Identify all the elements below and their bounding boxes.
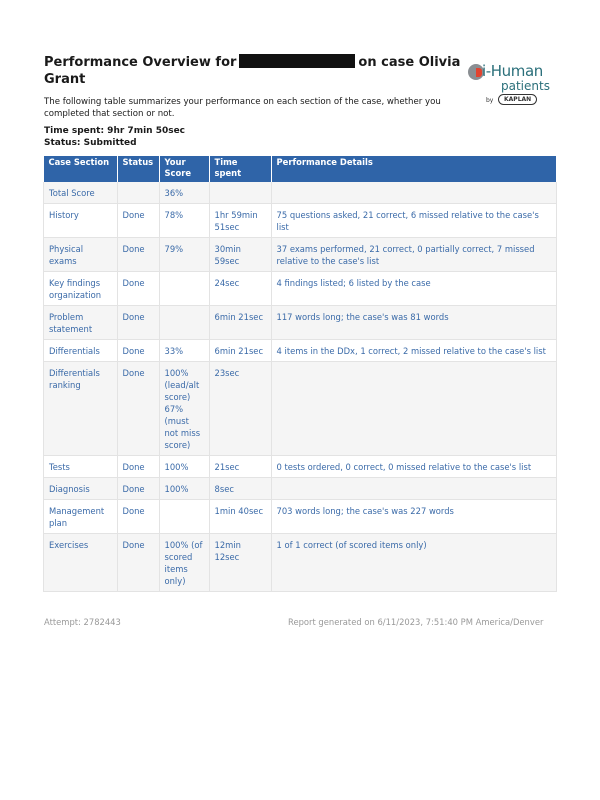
cell-time: 24sec [209,272,271,306]
cell-section: Tests [44,456,118,478]
cell-details [271,362,557,456]
cell-section: Exercises [44,534,118,592]
cell-score: 100% (of scored items only) [159,534,209,592]
cell-status: Done [117,272,159,306]
cell-details: 37 exams performed, 21 correct, 0 partially correct, 7 missed relative to the case's list [271,238,557,272]
cell-score [159,306,209,340]
time-spent: Time spent: 9hr 7min 50sec [44,126,186,136]
logo-by: by [486,97,494,104]
table-row [44,340,557,362]
cell-time: 8sec [209,478,271,500]
cell-details: 117 words long; the case's was 81 words [271,306,557,340]
cell-score: 33% [159,340,209,362]
cell-details: 4 items in the DDx, 1 correct, 2 missed relative to the case's list [271,340,557,362]
cell-score [159,272,209,306]
cell-status: Done [117,478,159,500]
ihuman-patients-logo [466,62,576,112]
cell-status: Done [117,456,159,478]
cell-details [271,478,557,500]
column-header: Performance Details [271,156,557,182]
cell-details: 75 questions asked, 21 correct, 6 missed relative to the case's list [271,204,557,238]
column-header: Status [117,156,159,182]
cell-status: Done [117,306,159,340]
redacted-name [239,54,355,68]
cell-status: Done [117,238,159,272]
cell-time: 6min 21sec [209,340,271,362]
column-header: Your Score [159,156,209,182]
cell-time: 23sec [209,362,271,456]
performance-table [43,156,557,592]
cell-status: Done [117,534,159,592]
cell-time: 12min 12sec [209,534,271,592]
cell-section: Key findings organization [44,272,118,306]
table-row [44,500,557,534]
cell-score: 100% [159,478,209,500]
table-row [44,478,557,500]
cell-time: 21sec [209,456,271,478]
cell-status: Done [117,204,159,238]
logo-word: i-Human [482,62,543,80]
page-title [44,54,464,88]
cell-details: 1 of 1 correct (of scored items only) [271,534,557,592]
cell-time: 1min 40sec [209,500,271,534]
column-header: Case Section [44,156,118,182]
logo-brand: KAPLAN [498,94,537,105]
title-suffix: on case Olivia Grant [44,55,461,87]
cell-score: 79% [159,238,209,272]
cell-time [209,182,271,204]
table-row [44,456,557,478]
cell-section: History [44,204,118,238]
table-row [44,182,557,204]
cell-score: 100% (lead/alt score) 67% (must not miss score) [159,362,209,456]
cell-score: 36% [159,182,209,204]
cell-score [159,500,209,534]
column-header: Time spent [209,156,271,182]
status-line: Status: Submitted [44,138,137,148]
cell-details: 4 findings listed; 6 listed by the case [271,272,557,306]
cell-details: 703 words long; the case's was 227 words [271,500,557,534]
table-row [44,204,557,238]
cell-details: 0 tests ordered, 0 correct, 0 missed relative to the case's list [271,456,557,478]
cell-status: Done [117,340,159,362]
cell-time: 30min 59sec [209,238,271,272]
attempt-id: Attempt: 2782443 [44,617,121,627]
cell-section: Diagnosis [44,478,118,500]
cell-status: Done [117,362,159,456]
title-prefix: Performance Overview for [44,55,237,70]
summary-text: The following table summarizes your performance on each section of the case, whether you completed that section or not. [44,97,441,119]
table-row [44,306,557,340]
cell-section: Management plan [44,500,118,534]
table-row [44,272,557,306]
cell-status: Done [117,500,159,534]
table-row [44,238,557,272]
logo-sub: patients [501,79,550,93]
cell-status [117,182,159,204]
report-generated: Report generated on 6/11/2023, 7:51:40 PM America/Denver [288,617,544,627]
cell-score: 78% [159,204,209,238]
cell-section: Differentials ranking [44,362,118,456]
cell-section: Problem statement [44,306,118,340]
table-row [44,362,557,456]
cell-score: 100% [159,456,209,478]
table-header-row [44,156,557,182]
cell-time: 6min 21sec [209,306,271,340]
table-row [44,534,557,592]
cell-section: Total Score [44,182,118,204]
cell-section: Differentials [44,340,118,362]
cell-section: Physical exams [44,238,118,272]
meta-block [44,125,185,149]
cell-details [271,182,557,204]
cell-time: 1hr 59min 51sec [209,204,271,238]
